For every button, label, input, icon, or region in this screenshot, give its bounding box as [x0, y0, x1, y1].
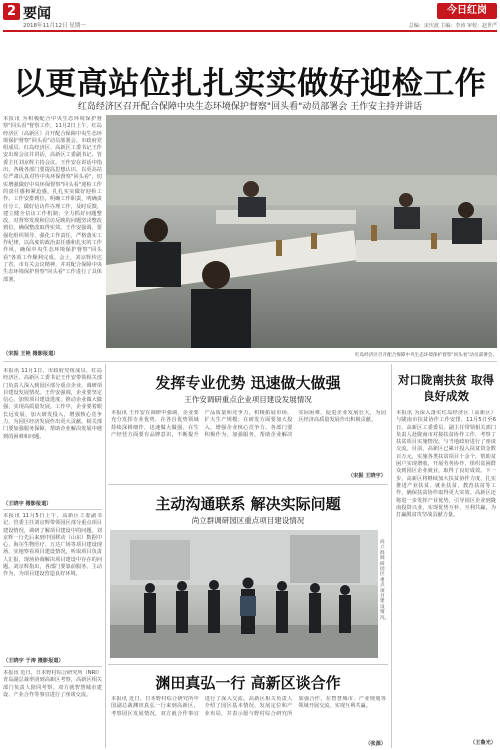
masthead-rule	[3, 30, 497, 32]
column-rule-left	[105, 364, 106, 748]
middle-mid-headline: 主动沟通联系 解决实际问题	[155, 495, 341, 513]
left-article-2-credit: （王晓宇 于涛 摄影报道）	[3, 658, 64, 664]
middle-top-headline: 发挥专业优势 迅速做大做强	[155, 374, 341, 392]
middle-photo-caption: 尚立群调研园区重点项目建设情况。	[380, 540, 390, 621]
brand-title: 今日红岗	[447, 5, 487, 16]
middle-top-body: 本报讯 王作安在调研中强调，企业要充分发挥专业优势，在各自优势领域持续深耕细作，迅速做大做强。在生产经营方面要有品牌意识，不断提升产品质量和竞争力，积极拓展市场，扩大生产规模；在研发方面要加大投入，增强企业核心竞争力。各部门要积极作为，加强服务，帮助企业解决实际困难，促进企业发展壮大，为园区经济高质量发展作出积极贡献。	[111, 410, 386, 438]
site-visit-scene-graphic	[110, 530, 378, 658]
middle-photo	[110, 530, 378, 658]
date-line: 2018年11月12日 星期一	[23, 23, 86, 29]
lead-credit: （宋振 王艳 摄影报道）	[3, 351, 59, 357]
lead-headline: 以更高站位扎扎实实做好迎检工作	[13, 66, 487, 102]
middle-separator-1	[108, 484, 388, 485]
left-article-3-body: 本报讯 近日，日本野村综合研究所（NRI）青岛副总裁率团到高新区考察，高新区相关部门负责人陪同考察。双方就智慧城市建设、产业合作等事宜进行了座谈交流。	[3, 670, 102, 698]
middle-bottom-headline: 渊田真弘一行 高新区谈合作	[155, 674, 341, 692]
middle-separator-2	[108, 664, 388, 665]
middle-mid-subheadline: 尚立群调研园区重点项目建设情况	[191, 516, 305, 525]
left-separator-1	[3, 509, 102, 510]
lead-subheadline: 红岛经济区召开配合保障中央生态环境保护督察"回头看"动员部署会 王作安主持并讲话	[77, 102, 423, 112]
right-headline: 对口陇南扶贫 取得良好成效	[397, 373, 494, 403]
meeting-scene-graphic	[106, 115, 497, 348]
middle-top-subheadline: 王作安调研重点企业项目建设发展情况	[184, 395, 312, 404]
lead-separator	[3, 361, 497, 362]
column-rule-right	[391, 364, 392, 748]
left-article-1-body: 本报讯 11月1日，市政府党组成员、红岛经济区、高新区工委书记王作安带领相关部门负责人深入到园区部分重点企业，调研项目建设发展情况。王作安强调，企业要坚定信心，加快项目建设进度，推动企业做大做强，实现高质量发展。工作中，企业要着眼长远发展，加大研发投入，增强核心竞争力，为园区经济发展作出更大贡献。相关部门要加强服务保障，帮助企业解决发展中遇到的困难和问题。	[3, 368, 102, 440]
middle-top-credit: （宋振 王晓宇）	[347, 473, 386, 479]
lead-body: 本报讯 为积极配合中央生态环境保护督察"回头看"督察工作，11月2日上午，红岛经济区（高新区）召开配合保障中央生态环境保护督察"回头看"动员部署会。市政府党组成员、红岛经济区、高新区工委书记王作安出席会议并讲话，高新区工委副书记、管委主任刘京辉主持会议。王作安在讲话中指出，各级各部门要提高思想认识，以更高站位严肃认真对待中央环保督察"回头看"，切实增强做好中央环保督察"回头看"迎检工作的责任感和紧迫感。扎扎实实做好迎检工作。工作安排到位，明确工作职责，明确责任分工，做好信访件办理工作，及时反馈，建立健全信访工作机制；全力抓好问题整改，对督察发现和信访反映的问题坚决整改到位，确保整改取得实效。王作安强调，要强化组织领导，强化工作责任，严格落实工作纪律，以高度的政治责任感和扎实的工作作风，确保中央生态环境保护督察"回头看"各项工作顺利完成。会上，刘京辉传达了省、市有关会议精神，并对配合保障中央生态环境保护督察"回头看"工作进行了具体部署。	[3, 116, 102, 283]
left-article-1-credit: （王晓宇 摄影报道）	[3, 501, 52, 507]
left-article-2-body: 本报讯 11月5日上午，高新区工委副书记、管委主任刘京辉带领园区部分重点项目建设情况，调研了解项目建设中的问题。刘京辉一行先后来到中国移动（山东）数据中心、海尔生物医疗、万达广场等项目建设现场，实地察看项目建设情况，听取项目负责人汇报，现场协调解决项目建设中存在的问题。刘京辉指出，各部门要靠前服务、主动作为，为项目建设营造良好环境。	[3, 513, 102, 578]
left-separator-2	[3, 666, 102, 667]
staff-line: 总编：宋庆波 主编：李涛 审校：赵世严	[408, 23, 497, 29]
middle-bottom-body: 本报讯 近日，日本野村综合研究所中国副总裁渊田真弘一行来到高新区，考察园区发展情况，双方就合作事宜进行了深入交流。高新区相关负责人介绍了园区基本情况、发展定位和产业布局，并表示愿与野村综合研究所加强合作，在智慧城市、产业规划等领域开展交流，实现互利共赢。	[111, 696, 386, 717]
middle-bottom-credit: （张源）	[365, 741, 386, 747]
masthead	[0, 0, 500, 30]
lead-photo-caption: 红岛经济区召开配合保障中央生态环境保护督察"回头看"动员部署会。	[354, 353, 497, 358]
lead-photo	[106, 115, 497, 348]
right-body: 本报讯 为深入落实红岛经济区（高新区）与陇南市扶贫协作工作安排，11月5日至6日，高新区工委委员、副主任带领相关部门负责人赴陇南市对接扶贫协作工作，考察了扶贫项目实施情况，与当地政府进行了座谈交流。目前，高新区已累计投入扶贫资金数百万元，实施各类扶贫项目十余个，帮助贫困户实现增收，开展劳务协作，组织贫困群众到园区企业就业，取得了良好成效。下一步，高新区将继续加大扶贫协作力度，扎实推进产业扶贫、就业扶贫、教育扶贫等工作，确保扶贫协作取得更大实效。高新区还将进一步发挥产业优势，引导园区企业到陇南投资兴业，实现优势互补、互利共赢，为打赢脱贫攻坚战贡献力量。	[396, 410, 496, 519]
page-number: 2	[6, 4, 17, 19]
section-title: 要闻	[23, 6, 51, 22]
right-credit: （王鲁光）	[470, 740, 496, 746]
